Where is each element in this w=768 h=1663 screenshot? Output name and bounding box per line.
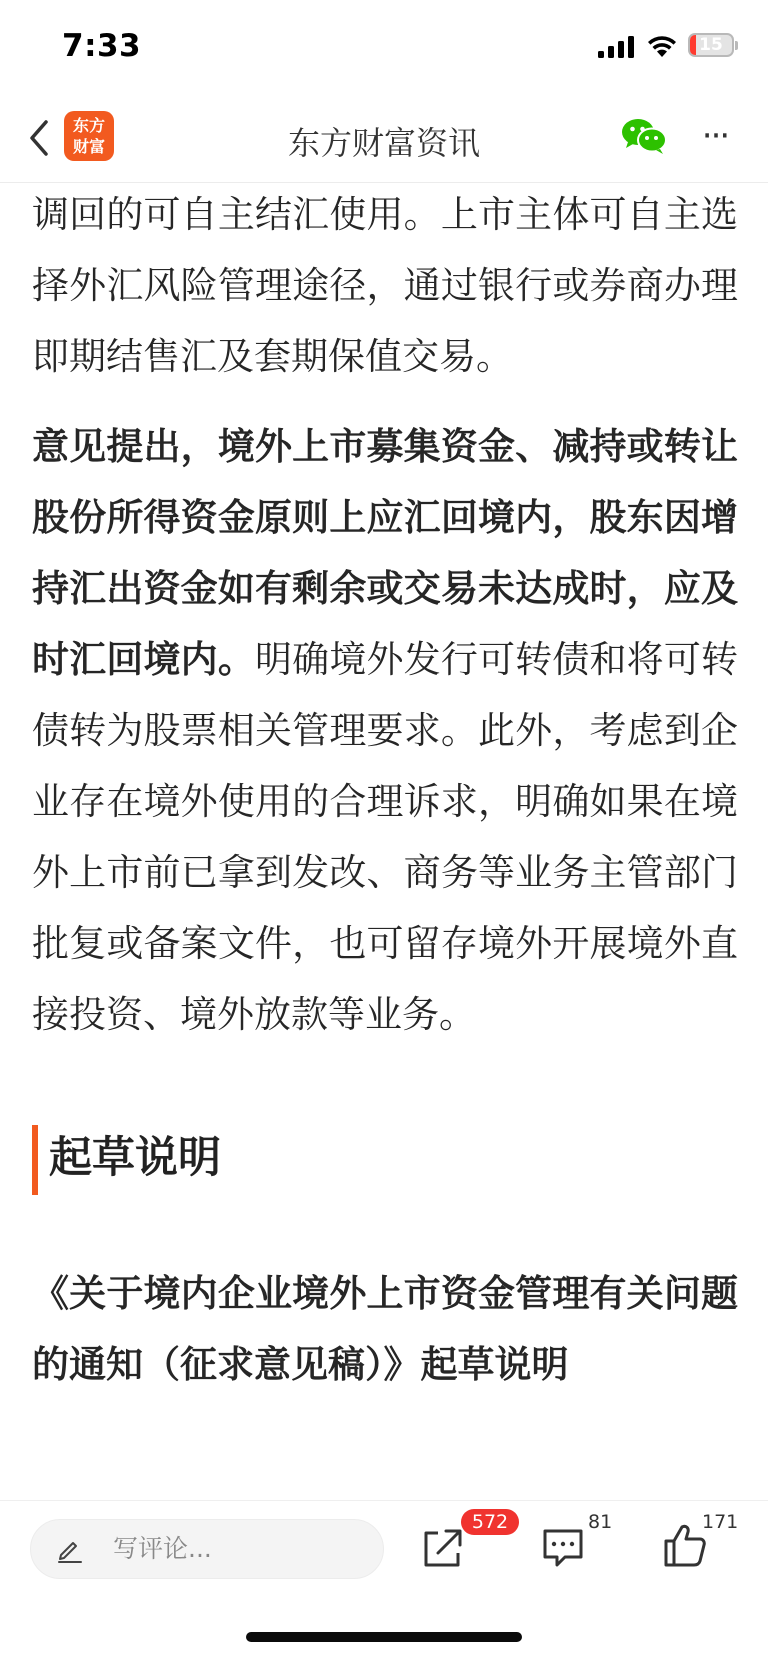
logo-line-1: 东方 [72,116,105,135]
article-paragraph-2 [32,411,738,1050]
battery-cap [735,41,738,50]
like-count: 171 [702,1511,739,1533]
wifi-icon [646,32,678,58]
share-icon[interactable] [420,1525,464,1571]
battery-icon [688,33,734,57]
battery-level: 15 [699,35,723,55]
wechat-share-icon[interactable] [620,116,668,156]
article-paragraph-3: 《关于境内企业境外上市资金管理有关问题的通知（征求意见稿）》起草说明 [32,1272,738,1386]
section-accent-bar [32,1125,38,1195]
article-body [32,183,738,1500]
comment-placeholder: 写评论... [113,1534,212,1563]
status-time: 7:33 [62,28,142,64]
bottom-action-bar [0,1500,768,1597]
pencil-icon [55,1534,85,1564]
comment-input[interactable] [30,1519,384,1579]
status-bar [0,0,768,96]
nav-bar [0,96,768,183]
share-count-badge: 572 [461,1509,519,1535]
more-options-icon[interactable]: ··· [701,116,729,156]
home-indicator[interactable] [246,1632,522,1642]
paragraph-2-bold: 意见提出，境外上市募集资金、减持或转让股份所得资金原则上应汇回境内，股东因增持汇出资金如有剩余或交易未达成时，应及时汇回境内。 [32,425,738,681]
logo-line-2: 财富 [72,137,105,156]
section-title: 起草说明 [49,1133,221,1183]
page-title: 东方财富资讯 [287,124,480,162]
article-paragraph-1: 调回的可自主结汇使用。上市主体可自主选择外汇风险管理途径，通过银行或券商办理即期结售汇及套期保值交易。 [32,193,738,378]
section-heading [32,1118,738,1196]
comment-icon[interactable] [541,1527,585,1569]
paragraph-2-normal: 明确境外发行可转债和将可转债转为股票相关管理要求。此外，考虑到企业存在境外使用的合理诉求，明确如果在境外上市前已拿到发改、商务等业务主管部门批复或备案文件，也可留存境外开展境外直接投资、境外放款等业务。 [32,638,738,1036]
comment-count: 81 [588,1511,613,1533]
cellular-signal-icon [598,36,634,58]
